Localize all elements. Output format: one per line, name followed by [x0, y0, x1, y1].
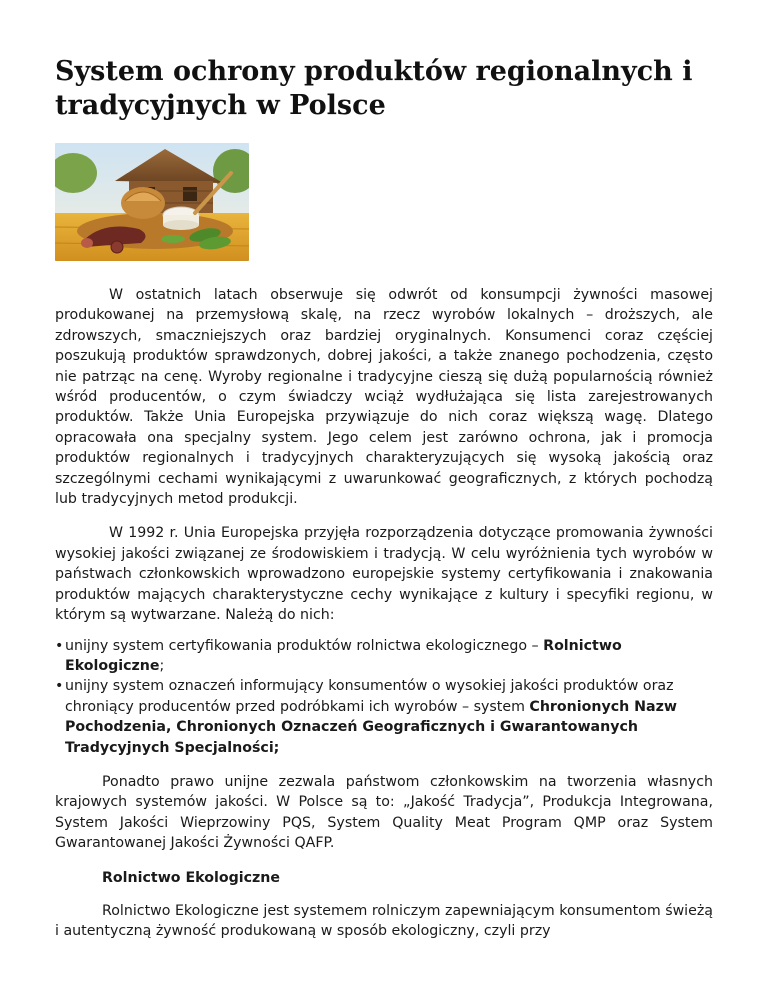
list-item: [55, 676, 713, 758]
eu-regulation-paragraph: W 1992 r. Unia Europejska przyjęła rozporządzenia dotyczące promowania żywności wysokiej jakości związanej ze środowiskiem i tradycją. W celu wyróżnienia tych wyrobów w państwach członkowskich wprowadzono europejskie systemy certyfikowania i znakowania produktów mających charakterystyczne cechy wynikające z kultury i specyfiki regionu, w którym są wytwarzane. Należą do nich:: [55, 525, 713, 624]
list-item-end: ;: [159, 657, 165, 674]
page-title: System ochrony produktów regionalnych i tradycyjnych w Polsce: [55, 56, 693, 121]
regional-food-photo: [55, 143, 249, 261]
list-item-bold: Chronionych Nazw Pochodzenia, Chronionych Oznaczeń Geograficznych i Gwarantowanych Tradycyjnych Specjalności;: [65, 698, 677, 756]
list-item-text: unijny system oznaczeń informujący konsumentów o wysokiej jakości produktów oraz chroniący producentów przed podróbkami ich wyrobów – system: [65, 678, 674, 715]
list-item: [55, 636, 713, 677]
organic-farming-paragraph: Rolnictwo Ekologiczne jest systemem rolniczym zapewniającym konsumentom świeżą i autentyczną żywność produkowaną w sposób ekologiczny, czyli przy: [55, 902, 713, 940]
section-heading: Rolnictwo Ekologiczne: [102, 869, 280, 886]
intro-paragraph: W ostatnich latach obserwuje się odwrót od konsumpcji żywności masowej produkowanej na przemysłową skalę, na rzecz wyrobów lokalnych – droższych, ale zdrowszych, smaczniejszych oraz bardziej oryginalnych. Konsumenci coraz częściej poszukują produktów sprawdzonych, dobrej jakości, a także znanego pochodzenia, często nie patrząc na cenę. Wyroby regionalne i tradycyjne cieszą się dużą popularnością również wśród producentów, o czym świadczy wciąż wydłużająca się lista zarejestrowanych produktów. Także Unia Europejska przywiązuje do nich coraz większą wagę. Dlatego opracowała ona specjalny system. Jego celem jest zarówno ochrona, jak i promocja produktów regionalnych i tradycyjnych charakteryzujących się wysoką jakością oraz szczególnymi cechami wynikającymi z uwarunkować geograficznych, z których pochodzą lub tradycyjnych metod produkcji.: [55, 287, 713, 508]
list-item-bold: Rolnictwo Ekologiczne: [65, 637, 622, 674]
bullet-icon: •: [55, 637, 64, 654]
national-systems-paragraph: Ponadto prawo unijne zezwala państwom członkowskim na tworzenia własnych krajowych systemów jakości. W Polsce są to: „Jakość Tradycja”, Produkcja Integrowana, System Jakości Wieprzowiny PQS, System Quality Meat Program QMP oraz System Gwarantowanej Jakości Żywności QAFP.: [55, 773, 713, 852]
regional-food-illustration: [55, 143, 249, 261]
certification-list: [55, 636, 713, 758]
list-item-text: unijny system certyfikowania produktów rolnictwa ekologicznego –: [65, 637, 544, 654]
bullet-icon: •: [55, 678, 64, 695]
